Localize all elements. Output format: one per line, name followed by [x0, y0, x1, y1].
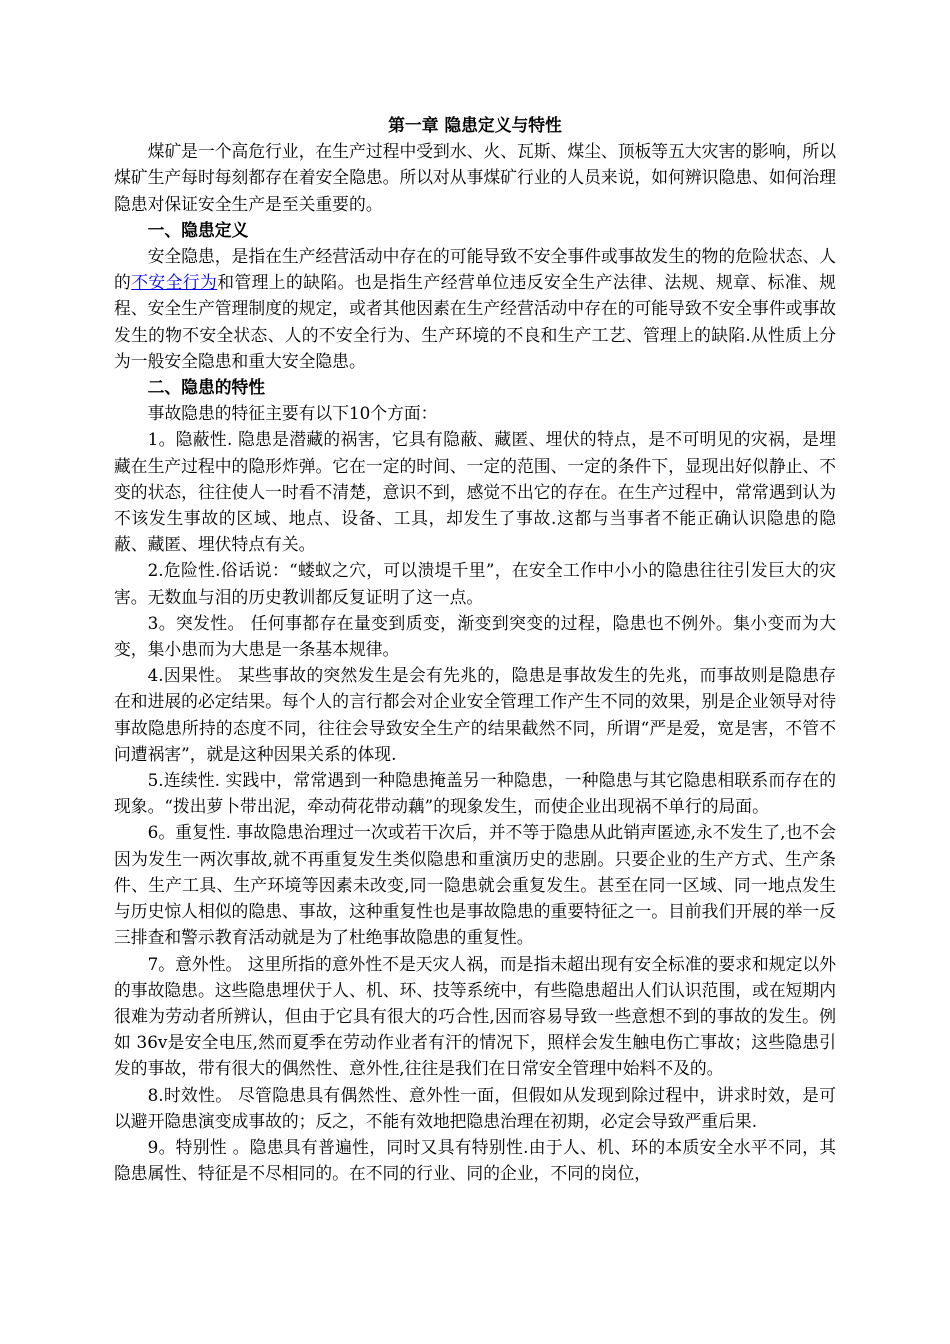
- definition-text-end: 和管理上的缺陷。也是指生产经营单位违反安全生产法律、法规、规章、标准、规程、安全生产管理制度的规定，或者其他因素在生产经营活动中存在的可能导致不安全事件或事故发生的物不安全状态、人的不安全行为、生产环境的不良和生产工艺、管理上的缺陷.从性质上分为一般安全隐患和重大安全隐患。: [114, 272, 836, 371]
- characteristic-item-7: 7。意外性。 这里所指的意外性不是天灾人祸，而是指未超出现有安全标准的要求和规定以外的事故隐患。这些隐患埋伏于人、机、环、技等系统中，有些隐患超出人们认识范围，或在短期内很难为劳动者所辨认，但由于它具有很大的巧合性,因而容易导致一些意想不到的事故的发生。例如 36v是安全电压,然而夏季在劳动作业者有汗的情况下，照样会发生触电伤亡事故；这些隐患引发的事故，带有很大的偶然性、意外性,往往是我们在日常安全管理中始料不及的。: [114, 953, 836, 1079]
- characteristic-item-1: 1。隐蔽性. 隐患是潜藏的祸害，它具有隐蔽、藏匿、埋伏的特点，是不可明见的灾祸，是埋藏在生产过程中的隐形炸弹。它在一定的时间、一定的范围、一定的条件下，显现出好似静止、不变的状态，往往使人一时看不清楚，意识不到，感觉不出它的存在。在生产过程中，常常遇到认为不该发生事故的区域、地点、设备、工具，却发生了事故.这都与当事者不能正确认识隐患的隐蔽、藏匿、埋伏特点有关。: [114, 429, 836, 555]
- chapter-title: 第一章 隐患定义与特性: [388, 115, 562, 135]
- characteristic-item-8: 8.时效性。 尽管隐患具有偶然性、意外性一面，但假如从发现到除过程中，讲求时效，是可以避开隐患演变成事故的；反之，不能有效地把隐患治理在初期，必定会导致严重后果.: [114, 1084, 836, 1131]
- characteristic-item-2: 2.危险性.俗话说：“蝼蚁之穴，可以溃堤千里”，在安全工作中小小的隐患往往引发巨大的灾害。无数血与泪的历史教训都反复证明了这一点。: [114, 560, 836, 607]
- section-heading-characteristics: 二、隐患的特性: [147, 377, 266, 398]
- characteristic-item-5: 5.连续性. 实践中，常常遇到一种隐患掩盖另一种隐患，一种隐患与其它隐患相联系而存在的现象。“拨出萝卜带出泥，牵动荷花带动藕”的现象发生，而使企业出现祸不单行的局面。: [114, 770, 836, 817]
- definition-paragraph: [114, 243, 836, 374]
- document-page: [114, 112, 836, 1186]
- characteristic-item-4: 4.因果性。 某些事故的突然发生是会有先兆的，隐患是事故发生的先兆，而事故则是隐患存在和进展的必定结果。每个人的言行都会对企业安全管理工作产生不同的效果，别是企业领导对待事故隐患所持的态度不同，往往会导致安全生产的结果截然不同，所谓“严是爱，宽是害，不管不问遭祸害”，就是这种因果关系的体现.: [114, 665, 836, 764]
- characteristic-item-3: 3。突发性。 任何事都存在量变到质变，渐变到突变的过程，隐患也不例外。集小变而为大变，集小患而为大患是一条基本规律。: [114, 612, 836, 660]
- characteristic-item-6: 6。重复性. 事故隐患治理过一次或若干次后，并不等于隐患从此销声匿迹,永不发生了,也不会因为发生一两次事故,就不再重复发生类似隐患和重演历史的悲剧。只要企业的生产方式、生产条件、生产工具、生产环境等因素未改变,同一隐患就会重复发生。甚至在同一区域、同一地点发生与历史惊人相似的隐患、事故，这种重复性也是事故隐患的重要特征之一。目前我们开展的举一反三排查和警示教育活动就是为了杜绝事故隐患的重复性。: [114, 822, 836, 948]
- section-heading-definition: 一、隐患定义: [147, 219, 249, 240]
- definition-text-start: 安全隐患，是指在生产经营活动中存在的可能导致不安全事件或事故发生的物的危险状态、人的: [114, 246, 836, 293]
- characteristic-item-9: 9。特别性 。隐患具有普遍性，同时又具有特别性.由于人、机、环的本质安全水平不同，其隐患属性、特征是不尽相同的。在不同的行业、同的企业，不同的岗位，: [114, 1136, 836, 1184]
- intro-paragraph: 煤矿是一个高危行业，在生产过程中受到水、火、瓦斯、煤尘、顶板等五大灾害的影响，所以煤矿生产每时每刻都存在着安全隐患。所以对从事煤矿行业的人员来说，如何辨识隐患、如何治理隐患对保证安全生产是至关重要的。: [114, 141, 836, 214]
- unsafe-behavior-link[interactable]: 不安全行为: [131, 272, 218, 293]
- characteristics-lead: 事故隐患的特征主要有以下10个方面：: [147, 403, 438, 424]
